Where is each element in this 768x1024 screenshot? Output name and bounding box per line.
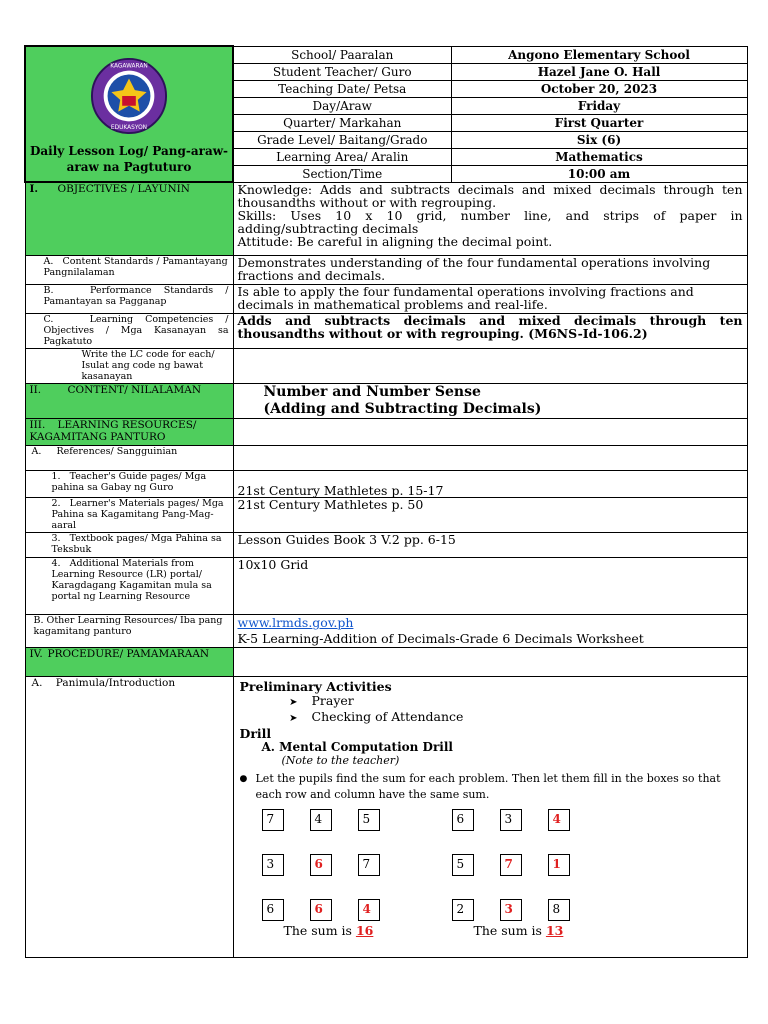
arrow-bullet-icon: ➤	[289, 713, 298, 724]
grid1-cell: 7	[358, 854, 380, 876]
grid2-cell: 8	[548, 899, 570, 921]
procedure-value	[233, 648, 747, 677]
learners-materials-value: 21st Century Mathletes p. 50	[233, 498, 747, 533]
grid1-cell: 4	[310, 809, 332, 831]
list-item: ➤ Checking of Attendance	[258, 710, 743, 726]
mental-computation-heading: A. Mental Computation Drill	[261, 740, 453, 754]
section-value: 10:00 am	[451, 165, 747, 182]
objective-skills: Skills: Uses 10 x 10 grid, number line, and strips of paper in adding/subtracting decimals	[237, 207, 743, 236]
learners-materials-label: 2. Learner's Materials pages/ Mga Pahina sa Kagamitang Pang-Mag-aaral	[25, 498, 233, 533]
objectives-heading: I. OBJECTIVES / LAYUNIN	[25, 182, 233, 256]
magic-square-area	[240, 809, 743, 939]
svg-text:KAGAWARAN: KAGAWARAN	[110, 63, 148, 70]
content-standards-value: Demonstrates understanding of the four fundamental operations involving fractions and decimals.	[233, 256, 747, 285]
date-value: October 20, 2023	[451, 80, 747, 97]
teacher-value: Hazel Jane O. Hall	[451, 63, 747, 80]
svg-text:EDUKASYON: EDUKASYON	[110, 125, 148, 132]
grid1-cell: 6	[262, 899, 284, 921]
drill-instruction: ● Let the pupils find the sum for each problem. Then let them fill in the boxes so that each row and column have the same sum.	[240, 771, 743, 803]
grid1-cell: 6	[310, 854, 332, 876]
grid1-cell: 4	[358, 899, 380, 921]
introduction-label: A. Panimula/Introduction	[25, 677, 233, 958]
quarter-value: First Quarter	[451, 114, 747, 131]
grid2-cell: 4	[548, 809, 570, 831]
textbook-label: 3. Textbook pages/ Mga Pahina sa Teksbuk	[25, 533, 233, 558]
objective-knowledge: Knowledge: Adds and subtracts decimals and mixed decimals through ten thousandths without or with regrouping.	[237, 181, 743, 210]
introduction-body	[233, 677, 747, 958]
quarter-label: Quarter/ Markahan	[233, 114, 451, 131]
content-value	[233, 384, 747, 419]
grid2-cell: 5	[452, 854, 474, 876]
page-title: Daily Lesson Log/ Pang-araw-araw na Pagtuturo	[29, 144, 229, 174]
grid1-cell: 5	[358, 809, 380, 831]
additional-materials-label: 4. Additional Materials from Learning Resource (LR) portal/ Karagdagang Kagamitan mula sa portal ng Learning Resource	[25, 558, 233, 615]
grid1-sum: The sum is 16	[283, 923, 374, 938]
grid2-cell: 3	[500, 809, 522, 831]
lc-code-label: Write the LC code for each/ Isulat ang code ng bawat kasanayan	[25, 349, 233, 384]
preliminary-list	[240, 694, 743, 726]
other-resources-label: B. Other Learning Resources/ Iba pang kagamitang panturo	[25, 615, 233, 648]
procedure-heading: IV. PROCEDURE/ PAMAMARAAN	[25, 648, 233, 677]
lesson-log-table	[24, 45, 748, 958]
header-title-cell	[25, 46, 233, 182]
school-label: School/ Paaralan	[233, 46, 451, 63]
additional-materials-value: 10x10 Grid	[233, 558, 747, 615]
grid2-cell: 2	[452, 899, 474, 921]
day-label: Day/Araw	[233, 97, 451, 114]
resources-heading: III. LEARNING RESOURCES/ KAGAMITANG PANTURO	[25, 419, 233, 446]
grid2-cell: 7	[500, 854, 522, 876]
arrow-bullet-icon: ➤	[289, 697, 298, 708]
content-heading: II. CONTENT/ NILALAMAN	[25, 384, 233, 419]
objectives-body	[233, 182, 747, 256]
content-standards-label: A. Content Standards / Pamantayang Pangnilalaman	[25, 256, 233, 285]
lesson-log	[24, 45, 746, 958]
references-label: A. References/ Sangguinian	[25, 446, 233, 471]
teacher-label: Student Teacher/ Guro	[233, 63, 451, 80]
lrmds-link[interactable]: www.lrmds.gov.ph	[237, 615, 354, 630]
grid1-cell: 7	[262, 809, 284, 831]
resources-value	[233, 419, 747, 446]
grid1-cell: 6	[310, 899, 332, 921]
teachers-guide-value: 21st Century Mathletes p. 15-17	[233, 471, 747, 498]
drill-heading: Drill	[239, 726, 272, 741]
grade-value: Six (6)	[451, 131, 747, 148]
content-line-1: Number and Number Sense	[263, 384, 481, 400]
lc-code-value	[233, 349, 747, 384]
grade-label: Grade Level/ Baitang/Grado	[233, 131, 451, 148]
preliminary-activities-heading: Preliminary Activities	[239, 679, 392, 694]
sum-value: 16	[355, 923, 374, 938]
learning-competencies-label: C. Learning Competencies / Objectives / Mga Kasanayan sa Pagkatuto	[25, 314, 233, 349]
objective-attitude: Attitude: Be careful in aligning the decimal point.	[237, 233, 553, 249]
references-value	[233, 446, 747, 471]
area-label: Learning Area/ Aralin	[233, 148, 451, 165]
list-item: ➤ Prayer	[258, 694, 743, 710]
area-value: Mathematics	[451, 148, 747, 165]
textbook-value: Lesson Guides Book 3 V.2 pp. 6-15	[233, 533, 747, 558]
worksheet-reference: K-5 Learning-Addition of Decimals-Grade 6 Decimals Worksheet	[237, 631, 644, 646]
grid2-sum: The sum is 13	[473, 923, 564, 938]
grid1-cell: 3	[262, 854, 284, 876]
sum-value: 13	[545, 923, 564, 938]
teacher-note: (Note to the teacher)	[281, 754, 400, 767]
deped-seal-icon	[90, 57, 168, 135]
day-value: Friday	[451, 97, 747, 114]
grid2-cell: 6	[452, 809, 474, 831]
content-line-2: (Adding and Subtracting Decimals)	[263, 401, 542, 417]
school-value: Angono Elementary School	[451, 46, 747, 63]
learning-competencies-value: Adds and subtracts decimals and mixed decimals through ten thousandths without or with regrouping. (M6NS-Id-106.2)	[233, 314, 747, 349]
teachers-guide-label: 1. Teacher's Guide pages/ Mga pahina sa Gabay ng Guro	[25, 471, 233, 498]
date-label: Teaching Date/ Petsa	[233, 80, 451, 97]
performance-standards-label: B. Performance Standards / Pamantayan sa Pagganap	[25, 285, 233, 314]
section-label: Section/Time	[233, 165, 451, 182]
grid2-cell: 3	[500, 899, 522, 921]
grid2-cell: 1	[548, 854, 570, 876]
performance-standards-value: Is able to apply the four fundamental operations involving fractions and decimals in mathematical problems and real-life.	[233, 285, 747, 314]
other-resources-value	[233, 615, 747, 648]
